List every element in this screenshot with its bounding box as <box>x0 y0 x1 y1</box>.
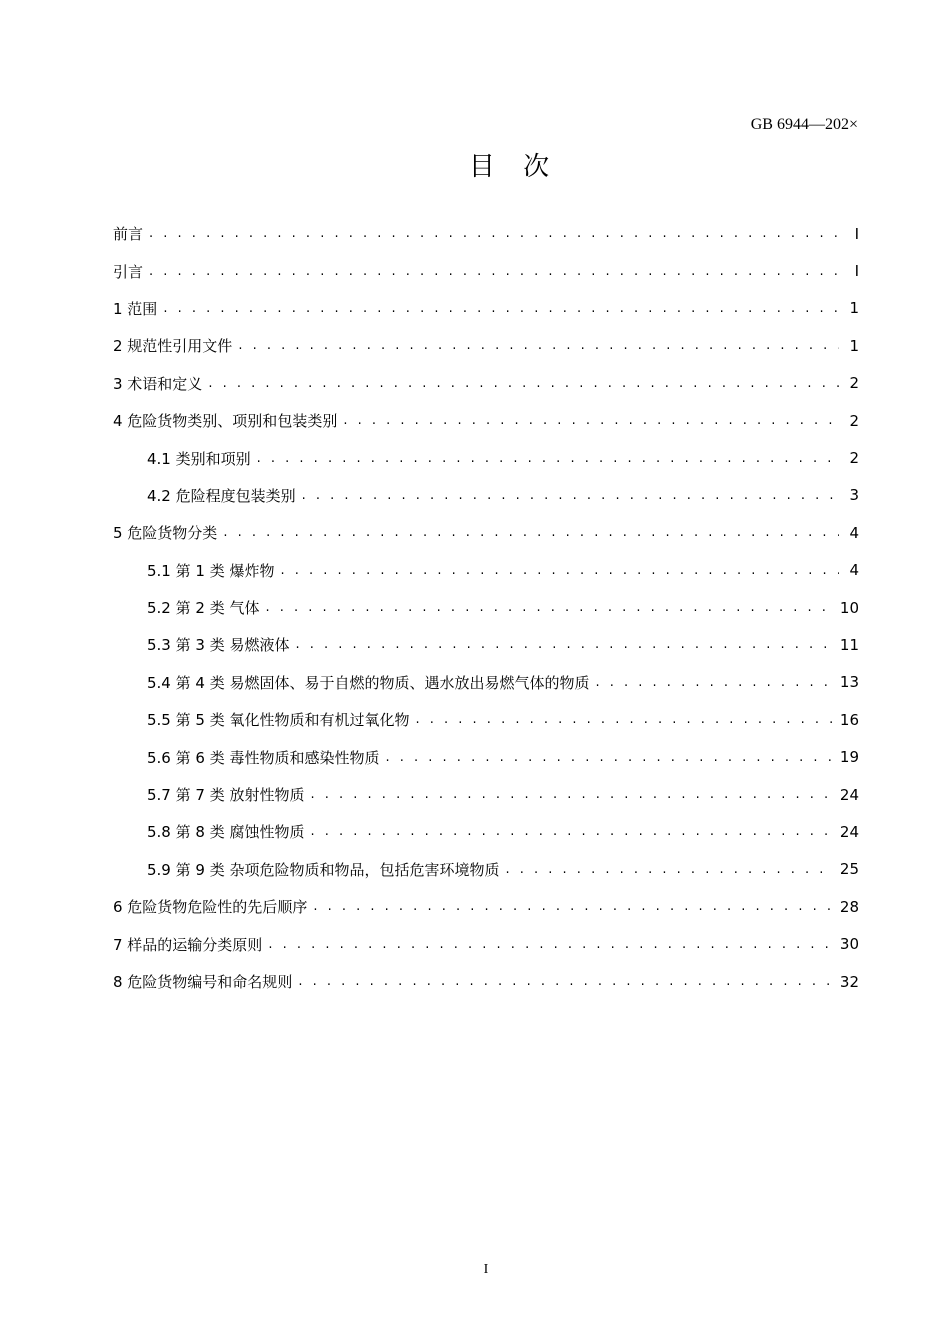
toc-page-number: I <box>854 224 859 243</box>
dot-leader <box>310 824 833 839</box>
dot-leader <box>280 563 839 578</box>
toc-subentry[interactable] <box>113 439 859 476</box>
toc-entry-title: 1 范围 <box>113 299 158 318</box>
toc-page-number: 19 <box>839 748 859 767</box>
table-of-contents <box>113 215 859 1000</box>
toc-page-number: 28 <box>839 897 859 916</box>
toc-subentry[interactable] <box>113 589 859 626</box>
toc-entry-title: 8 危险货物编号和命名规则 <box>113 973 293 991</box>
toc-subentry[interactable] <box>113 477 859 514</box>
toc-page-number: 1 <box>849 299 859 318</box>
toc-page-number: 2 <box>849 449 859 468</box>
toc-page-number: 2 <box>849 411 859 430</box>
toc-page-number: 32 <box>839 972 859 991</box>
toc-page-number: 3 <box>849 486 859 505</box>
toc-page-number: 10 <box>839 598 859 617</box>
dot-leader <box>343 413 839 428</box>
toc-subentry[interactable] <box>113 626 859 663</box>
toc-page-number: 25 <box>839 860 859 879</box>
toc-subentry[interactable] <box>113 813 859 850</box>
dot-leader <box>415 712 833 727</box>
dot-leader <box>265 600 833 615</box>
toc-page-number: 4 <box>849 523 859 542</box>
toc-entry-title: 3 术语和定义 <box>113 374 203 393</box>
dot-leader <box>257 451 839 466</box>
toc-entry[interactable] <box>113 514 859 551</box>
toc-entry[interactable] <box>113 963 859 1000</box>
toc-page-number: 24 <box>839 785 859 804</box>
toc-subentry[interactable] <box>113 552 859 589</box>
toc-subentry[interactable] <box>113 851 859 888</box>
toc-entry-title: 4.1 类别和项别 <box>147 449 251 468</box>
dot-leader <box>302 488 839 503</box>
toc-entry-title: 5.3 第 3 类 易燃液体 <box>147 636 290 655</box>
toc-entry[interactable] <box>113 402 859 439</box>
page-title: 目 次 <box>468 152 560 182</box>
toc-entry-title: 2 规范性引用文件 <box>113 337 233 356</box>
toc-subentry[interactable] <box>113 738 859 775</box>
dot-leader <box>385 750 833 765</box>
toc-entry-title: 5.6 第 6 类 毒性物质和感染性物质 <box>147 748 380 767</box>
toc-page-number: 11 <box>839 635 859 654</box>
toc-entry-title: 5.1 第 1 类 爆炸物 <box>147 561 275 580</box>
toc-entry[interactable] <box>113 215 859 252</box>
toc-page-number: 24 <box>839 822 859 841</box>
toc-entry[interactable] <box>113 365 859 402</box>
toc-entry-title: 前言 <box>113 225 144 244</box>
toc-page-number: 16 <box>839 710 859 729</box>
toc-entry[interactable] <box>113 925 859 962</box>
toc-entry-title: 5 危险货物分类 <box>113 524 218 543</box>
toc-entry-title: 4 危险货物类别、项别和包装类别 <box>113 412 338 431</box>
toc-page-number: 2 <box>849 374 859 393</box>
dot-leader <box>149 264 839 279</box>
toc-page-number: 4 <box>849 561 859 580</box>
dot-leader <box>595 675 833 690</box>
dot-leader <box>149 226 839 241</box>
toc-entry[interactable] <box>113 327 859 364</box>
dot-leader <box>208 376 839 391</box>
footer-page-number: I <box>483 1262 489 1277</box>
toc-entry-title: 6 危险货物危险性的先后顺序 <box>113 898 308 917</box>
toc-entry[interactable] <box>113 252 859 289</box>
toc-entry-title: 5.5 第 5 类 氧化性物质和有机过氧化物 <box>147 711 410 730</box>
toc-entry-title: 5.2 第 2 类 气体 <box>147 599 260 618</box>
toc-page-number: I <box>854 262 859 281</box>
dot-leader <box>310 787 833 802</box>
toc-entry[interactable] <box>113 888 859 925</box>
dot-leader <box>268 937 834 952</box>
dot-leader <box>223 525 839 540</box>
toc-entry-title: 7 样品的运输分类原则 <box>113 935 263 954</box>
toc-entry-title: 5.8 第 8 类 腐蚀性物质 <box>147 823 305 842</box>
document-id: GB 6944—202× <box>750 116 858 133</box>
toc-entry[interactable] <box>113 290 859 327</box>
toc-entry-title: 4.2 危险程度包装类别 <box>147 486 296 505</box>
dot-leader <box>295 637 833 652</box>
toc-page-number: 13 <box>839 673 859 692</box>
dot-leader <box>238 338 839 353</box>
dot-leader <box>505 862 833 877</box>
toc-page-number: 30 <box>839 935 859 954</box>
toc-entry-title: 引言 <box>113 262 144 281</box>
dot-leader <box>163 301 839 316</box>
toc-entry-title: 5.7 第 7 类 放射性物质 <box>147 786 305 805</box>
toc-subentry[interactable] <box>113 664 859 701</box>
toc-page-number: 1 <box>849 336 859 355</box>
toc-entry-title: 5.4 第 4 类 易燃固体、易于自燃的物质、遇水放出易燃气体的物质 <box>147 673 590 692</box>
toc-entry-title: 5.9 第 9 类 杂项危险物质和物品，包括危害环境物质 <box>147 860 500 879</box>
dot-leader <box>313 899 834 914</box>
toc-subentry[interactable] <box>113 701 859 738</box>
dot-leader <box>298 974 834 989</box>
toc-subentry[interactable] <box>113 776 859 813</box>
